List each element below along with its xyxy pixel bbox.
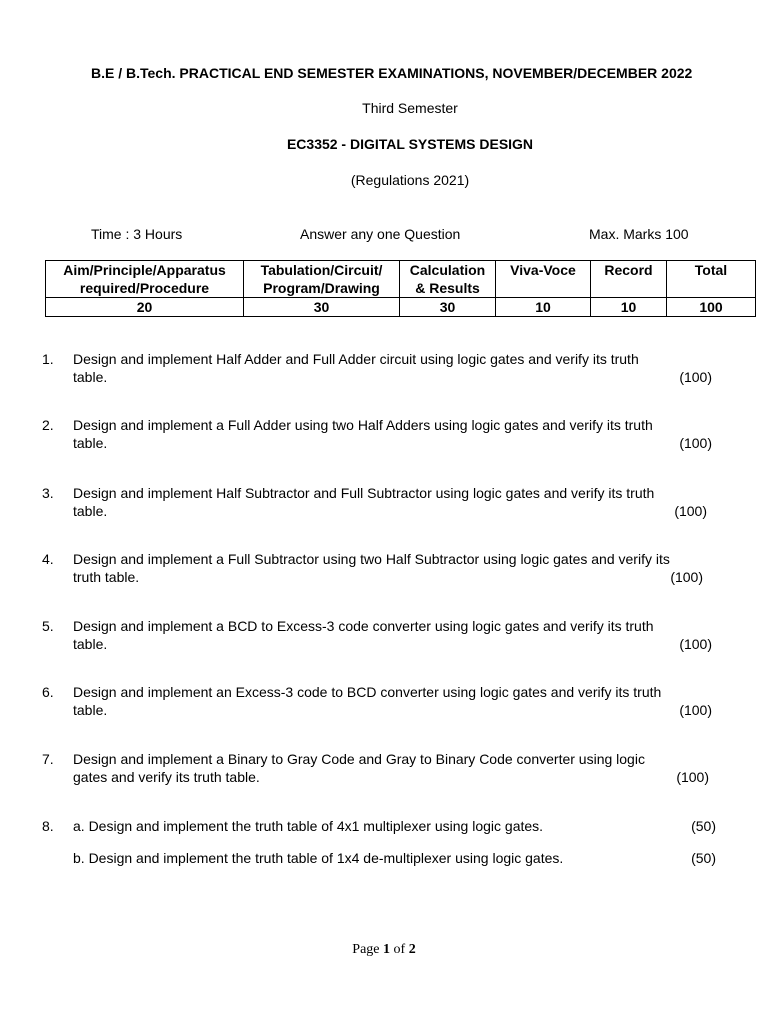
column-header — [496, 261, 591, 298]
table-cell: 30 — [400, 298, 496, 317]
table-cell: 20 — [46, 298, 244, 317]
question-text: truth table. — [73, 569, 140, 585]
column-header-line: required/Procedure — [79, 280, 210, 296]
table-cell: 30 — [244, 298, 400, 317]
question-item — [42, 350, 722, 386]
question-number: 5. — [42, 618, 54, 634]
question-text: Design and implement an Excess-3 code to BCD converter using logic gates and verify its truth — [73, 684, 662, 700]
question-item — [42, 683, 722, 719]
page-number: 1 — [383, 942, 391, 957]
column-header-line: Total — [694, 262, 728, 278]
question-marks: (100) — [679, 636, 712, 652]
regulations-label: (Regulations 2021) — [350, 172, 470, 188]
question-number: 8. — [42, 818, 54, 834]
page-label: Page — [352, 942, 380, 957]
question-number: 4. — [42, 551, 54, 567]
column-header — [591, 261, 667, 298]
question-text: Design and implement a Full Subtractor using two Half Subtractor using logic gates and verify its — [73, 551, 670, 567]
column-header-line: Aim/Principle/Apparatus — [63, 262, 226, 278]
question-item — [42, 817, 722, 869]
table-cell: 10 — [496, 298, 591, 317]
time-label: Time : 3 Hours — [91, 226, 183, 242]
question-text: Design and implement a Full Adder using two Half Adders using logic gates and verify its truth — [73, 417, 653, 433]
question-item — [42, 416, 722, 452]
question-number: 2. — [42, 417, 54, 433]
question-marks: (50) — [691, 818, 716, 834]
exam-title: B.E / B.Tech. PRACTICAL END SEMESTER EXAMINATIONS, NOVEMBER/DECEMBER 2022 — [91, 65, 693, 81]
question-text: table. — [73, 636, 108, 652]
question-number: 3. — [42, 485, 54, 501]
question-text: table. — [73, 435, 108, 451]
question-marks: (100) — [679, 702, 712, 718]
question-item — [42, 484, 722, 520]
question-part-b: b. Design and implement the truth table of 1x4 de-multiplexer using logic gates. — [73, 850, 564, 866]
question-text: table. — [73, 369, 108, 385]
instruction-label: Answer any one Question — [300, 226, 461, 242]
question-marks: (100) — [674, 503, 707, 519]
column-header — [244, 261, 400, 298]
question-item — [42, 617, 722, 653]
question-item — [42, 750, 722, 786]
question-text: table. — [73, 503, 108, 519]
course-title: EC3352 - DIGITAL SYSTEMS DESIGN — [286, 136, 534, 152]
question-text: gates and verify its truth table. — [73, 769, 260, 785]
question-marks: (50) — [691, 850, 716, 866]
table-row — [46, 298, 756, 317]
table-cell: 10 — [591, 298, 667, 317]
column-header-line: Record — [604, 262, 653, 278]
semester-label: Third Semester — [362, 100, 458, 116]
question-marks: (100) — [679, 369, 712, 385]
table-header-row — [46, 261, 756, 298]
table-cell: 100 — [667, 298, 756, 317]
column-header — [400, 261, 496, 298]
column-header-line: Viva-Voce — [510, 262, 576, 278]
total-pages: 2 — [408, 942, 416, 957]
question-item — [42, 550, 722, 586]
question-text: Design and implement a Binary to Gray Code and Gray to Binary Code converter using logic — [73, 751, 645, 767]
question-number: 6. — [42, 684, 54, 700]
question-text: table. — [73, 702, 108, 718]
question-marks: (100) — [679, 435, 712, 451]
question-text: Design and implement Half Subtractor and Full Subtractor using logic gates and verify its truth — [73, 485, 655, 501]
question-text: Design and implement Half Adder and Full Adder circuit using logic gates and verify its truth — [73, 351, 639, 367]
question-number: 7. — [42, 751, 54, 767]
marks-distribution-table — [45, 260, 756, 317]
of-label: of — [393, 942, 406, 957]
page-footer — [0, 942, 768, 958]
question-text: Design and implement a BCD to Excess-3 code converter using logic gates and verify its truth — [73, 618, 654, 634]
column-header — [46, 261, 244, 298]
column-header-line: & Results — [415, 280, 480, 296]
column-header-line: Calculation — [409, 262, 486, 278]
max-marks-label: Max. Marks 100 — [589, 226, 689, 242]
question-marks: (100) — [670, 569, 703, 585]
question-number: 1. — [42, 351, 54, 367]
column-header — [667, 261, 756, 298]
column-header-line: Tabulation/Circuit/ — [260, 262, 383, 278]
question-part-a: a. Design and implement the truth table of 4x1 multiplexer using logic gates. — [73, 818, 544, 834]
column-header-line: Program/Drawing — [263, 280, 380, 296]
question-marks: (100) — [676, 769, 709, 785]
